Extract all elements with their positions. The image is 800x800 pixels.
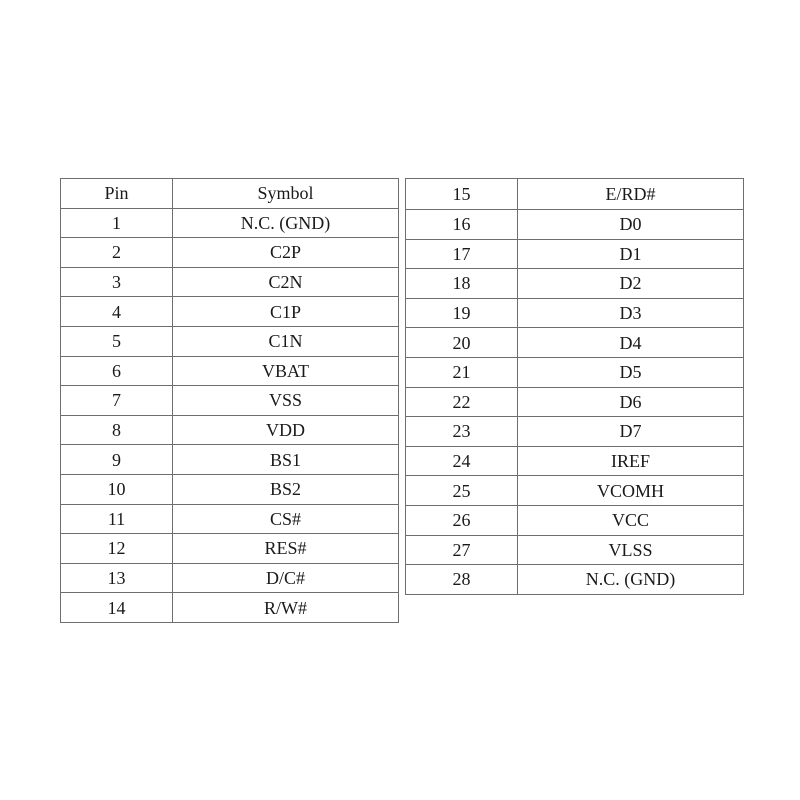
pin-number: 16 bbox=[406, 210, 518, 240]
pin-symbol: D/C# bbox=[173, 563, 399, 593]
table-row bbox=[61, 593, 399, 623]
table-row bbox=[406, 535, 744, 565]
pin-symbol: VDD bbox=[173, 415, 399, 445]
pin-number: 25 bbox=[406, 476, 518, 506]
pin-symbol: IREF bbox=[518, 446, 744, 476]
pin-number: 6 bbox=[61, 356, 173, 386]
pin-symbol: N.C. (GND) bbox=[518, 565, 744, 595]
table-row bbox=[61, 208, 399, 238]
pin-symbol: CS# bbox=[173, 504, 399, 534]
pin-number: 14 bbox=[61, 593, 173, 623]
pin-number: 26 bbox=[406, 505, 518, 535]
table-row bbox=[61, 474, 399, 504]
pin-number: 7 bbox=[61, 386, 173, 416]
pin-symbol: C1N bbox=[173, 326, 399, 356]
table-row bbox=[61, 563, 399, 593]
table-row bbox=[61, 386, 399, 416]
table-row bbox=[406, 239, 744, 269]
table-row bbox=[61, 504, 399, 534]
table-row bbox=[406, 328, 744, 358]
pin-symbol: D1 bbox=[518, 239, 744, 269]
pin-number: 4 bbox=[61, 297, 173, 327]
pin-symbol: D5 bbox=[518, 357, 744, 387]
symbol-column-header: Symbol bbox=[173, 179, 399, 209]
pin-symbol: C2N bbox=[173, 267, 399, 297]
pin-table-left bbox=[60, 178, 399, 623]
pin-number: 28 bbox=[406, 565, 518, 595]
table-row bbox=[406, 269, 744, 299]
pin-symbol: D0 bbox=[518, 210, 744, 240]
pin-symbol: VBAT bbox=[173, 356, 399, 386]
pin-symbol: VCC bbox=[518, 505, 744, 535]
pin-number: 1 bbox=[61, 208, 173, 238]
pin-number: 2 bbox=[61, 238, 173, 268]
table-header-row bbox=[61, 179, 399, 209]
pin-symbol: BS1 bbox=[173, 445, 399, 475]
table-row bbox=[61, 415, 399, 445]
pin-number: 21 bbox=[406, 357, 518, 387]
pin-number: 10 bbox=[61, 474, 173, 504]
pin-table-right bbox=[405, 178, 744, 595]
pin-symbol: D6 bbox=[518, 387, 744, 417]
pin-symbol: R/W# bbox=[173, 593, 399, 623]
pin-symbol: BS2 bbox=[173, 474, 399, 504]
table-row bbox=[406, 298, 744, 328]
table-row bbox=[406, 417, 744, 447]
table-row bbox=[406, 179, 744, 210]
pin-number: 17 bbox=[406, 239, 518, 269]
table-row bbox=[406, 446, 744, 476]
pin-symbol: C1P bbox=[173, 297, 399, 327]
table-row bbox=[61, 326, 399, 356]
pin-symbol: D2 bbox=[518, 269, 744, 299]
table-row bbox=[406, 476, 744, 506]
pin-number: 22 bbox=[406, 387, 518, 417]
table-row bbox=[406, 565, 744, 595]
pin-number: 12 bbox=[61, 534, 173, 564]
pin-number: 24 bbox=[406, 446, 518, 476]
pin-symbol: VSS bbox=[173, 386, 399, 416]
pin-symbol: D4 bbox=[518, 328, 744, 358]
pin-number: 19 bbox=[406, 298, 518, 328]
table-row bbox=[406, 505, 744, 535]
pin-symbol: VCOMH bbox=[518, 476, 744, 506]
table-row bbox=[406, 210, 744, 240]
table-row bbox=[406, 387, 744, 417]
pin-number: 11 bbox=[61, 504, 173, 534]
pin-number: 18 bbox=[406, 269, 518, 299]
table-row bbox=[61, 238, 399, 268]
table-row bbox=[61, 356, 399, 386]
pin-column-header: Pin bbox=[61, 179, 173, 209]
pin-number: 15 bbox=[406, 179, 518, 210]
pin-symbol: D3 bbox=[518, 298, 744, 328]
pin-symbol: D7 bbox=[518, 417, 744, 447]
table-row bbox=[61, 267, 399, 297]
table-row bbox=[61, 534, 399, 564]
table-row bbox=[406, 357, 744, 387]
pin-number: 9 bbox=[61, 445, 173, 475]
pin-symbol: C2P bbox=[173, 238, 399, 268]
pin-symbol: E/RD# bbox=[518, 179, 744, 210]
pin-number: 27 bbox=[406, 535, 518, 565]
pin-number: 23 bbox=[406, 417, 518, 447]
pin-number: 5 bbox=[61, 326, 173, 356]
table-row bbox=[61, 297, 399, 327]
pin-number: 3 bbox=[61, 267, 173, 297]
pin-number: 20 bbox=[406, 328, 518, 358]
pin-symbol: VLSS bbox=[518, 535, 744, 565]
table-row bbox=[61, 445, 399, 475]
pin-symbol: N.C. (GND) bbox=[173, 208, 399, 238]
pin-symbol: RES# bbox=[173, 534, 399, 564]
pin-number: 8 bbox=[61, 415, 173, 445]
pin-number: 13 bbox=[61, 563, 173, 593]
